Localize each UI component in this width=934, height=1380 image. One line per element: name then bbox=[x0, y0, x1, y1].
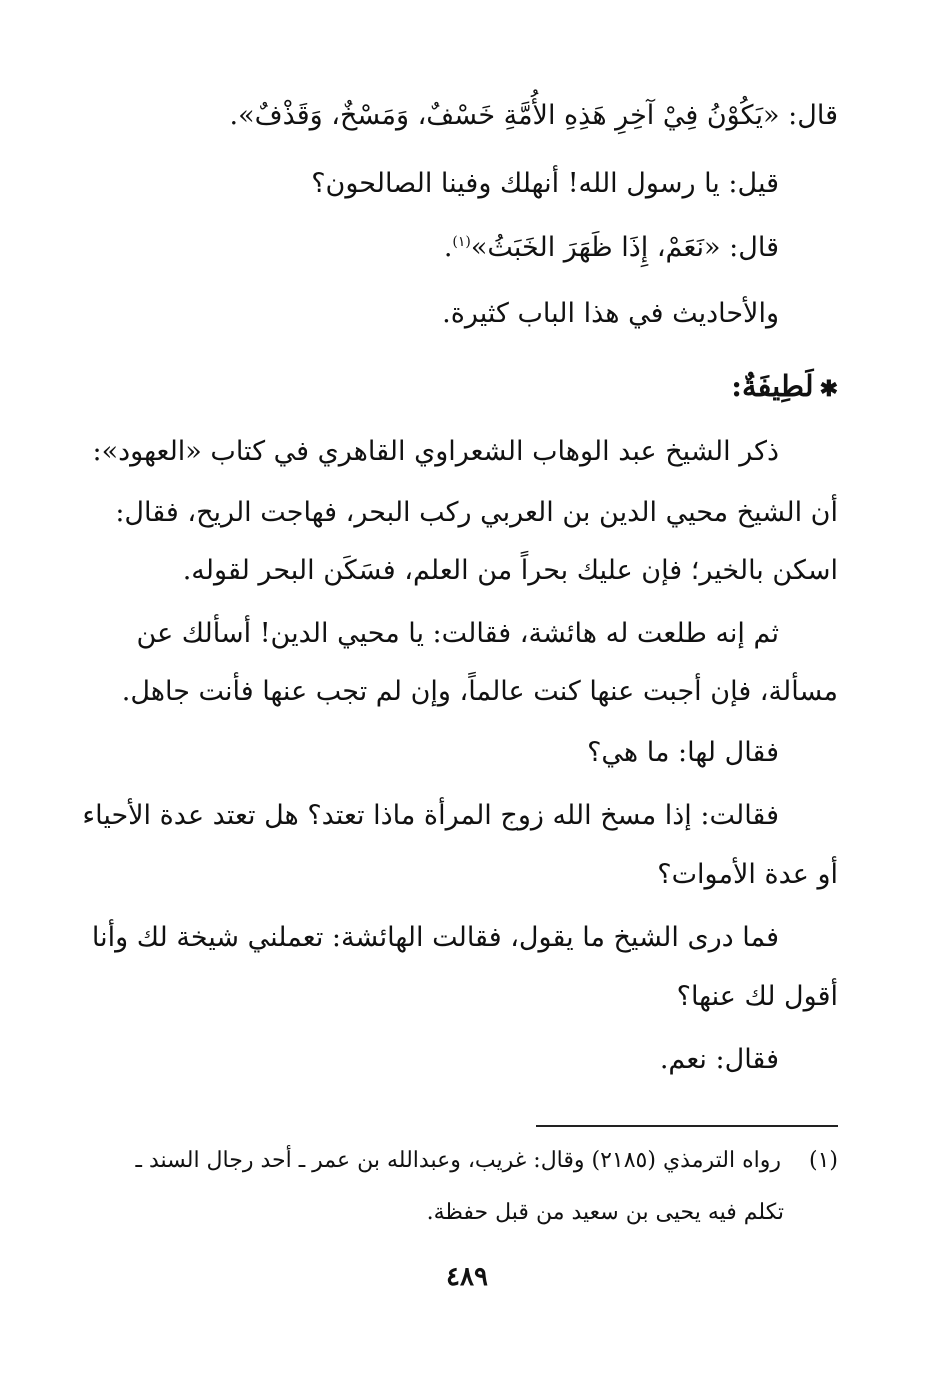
paragraph-5-line-2: أقول لك عنها؟ bbox=[676, 981, 838, 1012]
section-heading bbox=[731, 366, 838, 409]
paragraph-2-line-2: مسألة، فإن أجبت عنها كنت عالماً، وإن لم تجب عنها فأنت جاهل. bbox=[121, 676, 838, 707]
footnote-reference: (١) bbox=[452, 234, 471, 250]
paragraph-4-line-1: فقالت: إذا مسخ الله زوج المرأة ماذا تعتد؟ هل تعتد عدة الأحياء bbox=[82, 800, 779, 831]
footnote-marker: (١) bbox=[808, 1148, 838, 1173]
section-heading-text: لَطِيفَةٌ: bbox=[731, 369, 814, 403]
closing-remark-line: والأحاديث في هذا الباب كثيرة. bbox=[442, 298, 779, 329]
paragraph-1-line-3: اسكن بالخير؛ فإن عليك بحراً من العلم، فسَكَن البحر لقوله. bbox=[182, 555, 838, 586]
paragraph-5-line-1: فما درى الشيخ ما يقول، فقالت الهائشة: تعملني شيخة لك وأنا bbox=[91, 922, 779, 953]
footnote-separator bbox=[536, 1125, 838, 1127]
paragraph-3-line-1: فقال لها: ما هي؟ bbox=[587, 737, 779, 768]
answer-end: . bbox=[443, 232, 453, 263]
paragraph-4-line-2: أو عدة الأموات؟ bbox=[657, 859, 838, 890]
paragraph-2-line-1: ثم إنه طلعت له هائشة، فقالت: يا محيي الدين! أسألك عن bbox=[136, 618, 779, 649]
hadith-line-1: قال: «يَكُوْنُ فِيْ آخِرِ هَذِهِ الأُمَّةِ خَسْفٌ، وَمَسْخٌ، وَقَذْفٌ». bbox=[229, 100, 838, 131]
paragraph-1-line-2: أن الشيخ محيي الدين بن العربي ركب البحر، فهاجت الريح، فقال: bbox=[115, 497, 838, 528]
page-number: ٤٨٩ bbox=[446, 1262, 488, 1292]
footnote-line-2: تكلم فيه يحيى بن سعيد من قبل حفظة. bbox=[426, 1200, 784, 1225]
star-icon: ✱ bbox=[819, 376, 838, 402]
footnote-text-1: رواه الترمذي (٢١٨٥) وقال: غريب، وعبدالله بن عمر ـ أحد رجال السند ـ bbox=[135, 1148, 781, 1173]
paragraph-1-line-1: ذكر الشيخ عبد الوهاب الشعراوي القاهري في كتاب «العهود»: bbox=[92, 436, 779, 467]
paragraph-6-line-1: فقال: نعم. bbox=[659, 1044, 779, 1075]
answer-text: قال: «نَعَمْ، إِذَا ظَهَرَ الخَبَثُ» bbox=[470, 232, 779, 263]
question-line: قيل: يا رسول الله! أنهلك وفينا الصالحون؟ bbox=[311, 168, 779, 199]
answer-line bbox=[444, 228, 779, 268]
footnote-line-1 bbox=[136, 1144, 839, 1178]
